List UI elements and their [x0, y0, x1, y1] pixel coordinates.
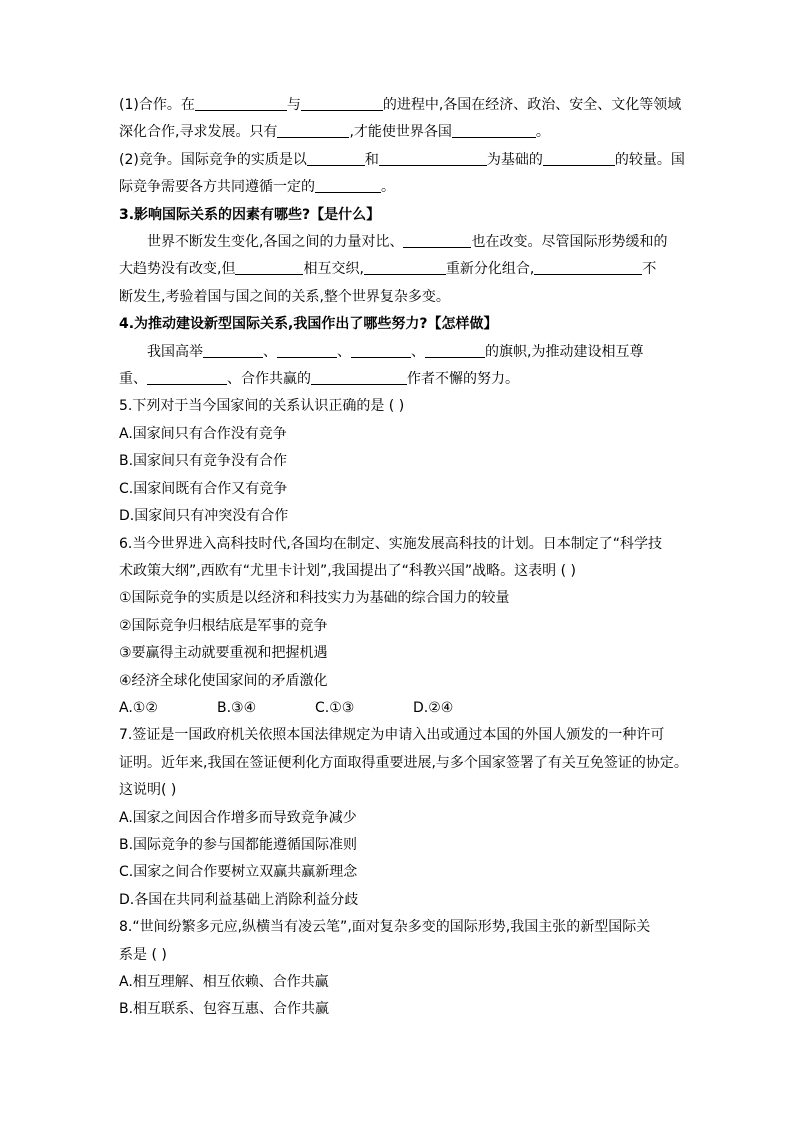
text: 。: [381, 179, 395, 196]
text: 、: [263, 343, 277, 360]
fill-blank[interactable]: [543, 151, 615, 166]
q3-line-2: [119, 256, 679, 283]
fill-blank[interactable]: [195, 96, 287, 111]
q5-option-b[interactable]: B.国家间只有竞争没有合作: [119, 453, 288, 470]
fill-blank[interactable]: [452, 123, 536, 138]
p1-line-2: [119, 119, 679, 146]
text: 我国高举: [147, 343, 203, 360]
fill-blank[interactable]: [307, 151, 365, 166]
q6-statement-1: ①国际竞争的实质是以经济和科技实力为基础的综合国力的较量: [119, 590, 510, 607]
text: 、: [411, 343, 425, 360]
text: 作者不懈的努力。: [407, 371, 519, 388]
p2-line-2: [119, 174, 679, 201]
q3-heading: 3.影响国际关系的因素有哪些?【是什么】: [119, 206, 381, 223]
q6-statement-4: ④经济全球化使国家间的矛盾激化: [119, 672, 328, 689]
text: (2)竞争。国际竞争的实质是以: [119, 151, 307, 168]
q8-option-b[interactable]: B.相互联系、包容互惠、合作共赢: [119, 1001, 330, 1018]
q7-option-b[interactable]: B.国际竞争的参与国都能遵循国际准则: [119, 836, 358, 853]
q7-option-a[interactable]: A.国家之间因合作增多而导致竞争减少: [119, 809, 357, 826]
fill-blank[interactable]: [311, 370, 407, 385]
q7-option-d[interactable]: D.各国在共同利益基础上消除利益分歧: [119, 891, 359, 908]
q5-stem: 5.下列对于当今国家间的关系认识正确的是 ( ): [119, 398, 405, 415]
text: 的旗帜,为推动建设相互尊: [485, 343, 644, 360]
fill-blank[interactable]: [315, 178, 381, 193]
q6-statement-3: ③要赢得主动就要重视和把握机遇: [119, 645, 328, 662]
q8-stem-line-1: 8.“世间纷繁多元应,纵横当有凌云笔”,面对复杂多变的国际形势,我国主张的新型国际关: [119, 919, 651, 936]
q8-option-a[interactable]: A.相互理解、相互依赖、合作共赢: [119, 974, 329, 990]
fill-blank[interactable]: [277, 123, 349, 138]
text: 世界不断发生变化,各国之间的力量对比、: [147, 234, 404, 251]
q7-stem-line-1: 7.签证是一国政府机关依照本国法律规定为申请入出或通过本国的外国人颁发的一种许可: [119, 727, 665, 744]
q6-statement-2: ②国际竞争归根结底是军事的竞争: [119, 617, 328, 634]
text: 际竞争需要各方共同遵循一定的: [119, 179, 315, 196]
fill-blank[interactable]: [403, 233, 471, 248]
q5-option-a[interactable]: A.国家间只有合作没有竞争: [119, 425, 287, 442]
q7-option-c[interactable]: C.国家之间合作要树立双赢共赢新理念: [119, 864, 358, 881]
text: ,才能使世界各国: [349, 124, 452, 141]
text: 为基础的: [486, 151, 543, 168]
fill-blank[interactable]: [364, 260, 446, 275]
text: 。: [535, 124, 550, 141]
q4-line-1: [119, 339, 679, 366]
q3-line-3: 断发生,考验着国与国之间的关系,整个世界复杂多变。: [119, 288, 450, 305]
q5-option-d[interactable]: D.国家间只有冲突没有合作: [119, 508, 289, 525]
q5-option-c[interactable]: C.国家间既有合作又有竞争: [119, 480, 288, 497]
text: 相互交织,: [303, 261, 364, 278]
text: 的进程中,各国在经济、政治、安全、文化等领域: [382, 97, 682, 113]
p1-line-1: [119, 92, 682, 119]
q6-option-c[interactable]: C.①③: [315, 699, 355, 716]
worksheet-content: [119, 92, 688, 1024]
q3-line-1: [119, 229, 679, 256]
fill-blank[interactable]: [351, 343, 411, 358]
text: 重新分化组合,: [445, 261, 535, 278]
text: 、: [337, 343, 351, 360]
q6-options: [119, 695, 679, 722]
text: 重、: [119, 371, 147, 388]
text: 大趋势没有改变,但: [119, 261, 236, 278]
fill-blank[interactable]: [379, 151, 487, 166]
q7-stem-line-2: 证明。近年来,我国在签证便利化方面取得重要进展,与多个国家签署了有关互免签证的协定。: [119, 754, 688, 771]
fill-blank[interactable]: [301, 96, 383, 111]
fill-blank[interactable]: [235, 260, 303, 275]
fill-blank[interactable]: [147, 370, 227, 385]
text: 的较量。国: [614, 151, 685, 168]
q4-line-2: [119, 366, 679, 393]
text: 与: [286, 97, 301, 113]
q8-stem-line-2: 系是 ( ): [119, 946, 167, 963]
fill-blank[interactable]: [425, 343, 485, 358]
q4-heading: 4.为推动建设新型国际关系,我国作出了哪些努力?【怎样做】: [119, 316, 498, 333]
q7-stem-line-3: 这说明( ): [119, 782, 177, 799]
fill-blank[interactable]: [277, 343, 337, 358]
text: (1)合作。在: [119, 97, 195, 113]
q6-option-d[interactable]: D.②④: [413, 699, 454, 716]
q6-option-b[interactable]: B.③④: [217, 699, 257, 716]
text: 、合作共赢的: [227, 371, 311, 388]
fill-blank[interactable]: [203, 343, 263, 358]
p2-line-1: [119, 147, 685, 174]
text: 也在改变。尽管国际形势缓和的: [471, 234, 668, 251]
q6-stem-line-1: 6.当今世界进入高科技时代,各国均在制定、实施发展高科技的计划。日本制定了“科学技: [119, 535, 663, 552]
q6-stem-line-2: 术政策大纲”,西欧有“尤里卡计划”,我国提出了“科教兴国”战略。这表明 ( ): [119, 562, 576, 579]
text: 不: [642, 261, 657, 278]
text: 和: [364, 151, 379, 168]
fill-blank[interactable]: [534, 260, 642, 275]
q6-option-a[interactable]: A.①②: [119, 699, 158, 716]
text: 深化合作,寻求发展。只有: [119, 124, 278, 141]
